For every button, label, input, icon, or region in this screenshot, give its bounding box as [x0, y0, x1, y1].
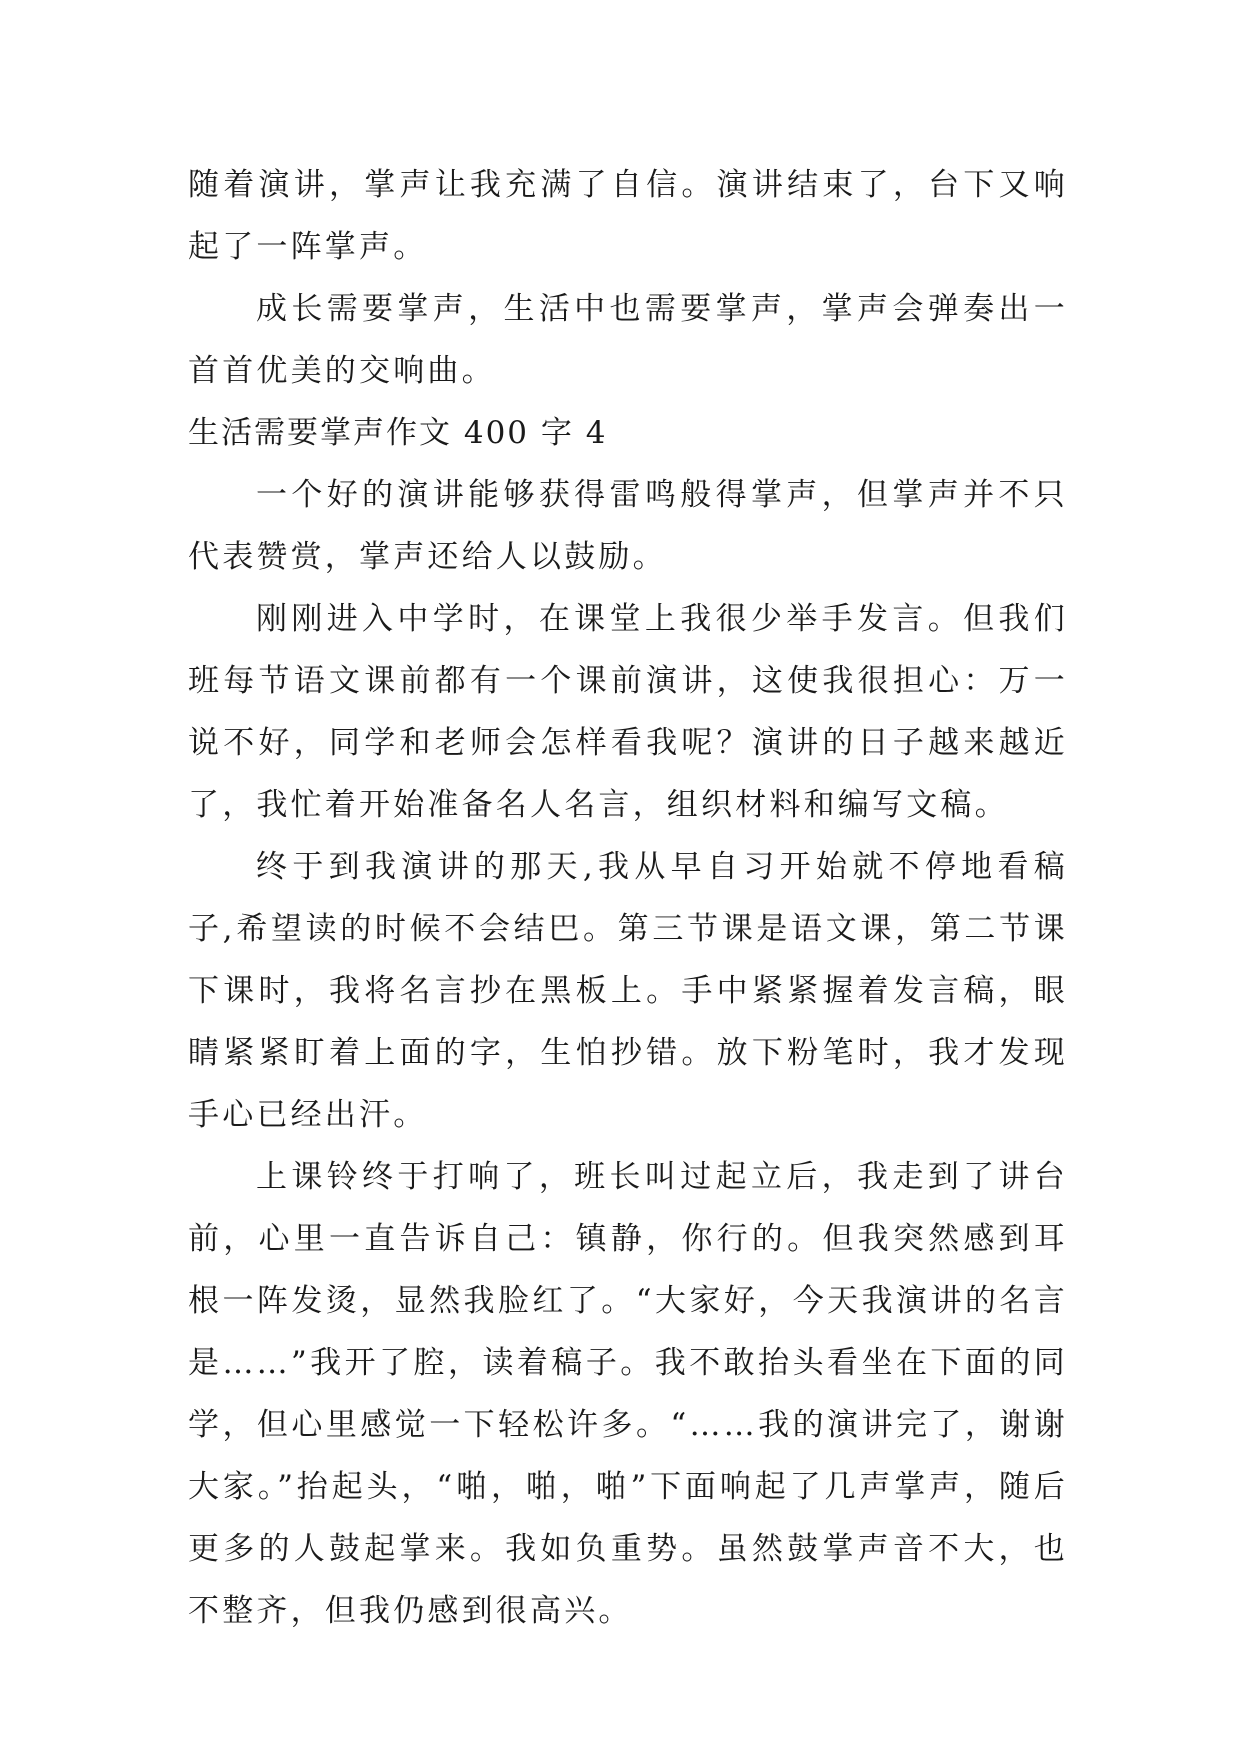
paragraph-conclusion: 成长需要掌声，生活中也需要掌声，掌声会弹奏出一首首优美的交响曲。 [188, 291, 1068, 389]
paragraph-body-3: 上课铃终于打响了，班长叫过起立后，我走到了讲台前，心里一直告诉自己：镇静，你行的。但我突然感到耳根一阵发烫，显然我脸红了。“大家好，今天我演讲的名言是……”我开了腔，读着稿子。我不敢抬头看坐在下面的同学，但心里感觉一下轻松许多。“……我的演讲完了，谢谢大家。”抬起头，“啪，啪，啪”下面响起了几声掌声，随后更多的人鼓起掌来。我如负重势。虽然鼓掌声音不大，也不整齐，但我仍感到很高兴。 [188, 1159, 1068, 1629]
paragraph-intro: 一个好的演讲能够获得雷鸣般得掌声，但掌声并不只代表赞赏，掌声还给人以鼓励。 [188, 477, 1068, 575]
paragraph-body-1: 刚刚进入中学时，在课堂上我很少举手发言。但我们班每节语文课前都有一个课前演讲，这使我很担心：万一说不好，同学和老师会怎样看我呢？演讲的日子越来越近了，我忙着开始准备名人名言，组织材料和编写文稿。 [188, 601, 1068, 823]
essay-heading: 生活需要掌声作文 400 字 4 [188, 415, 608, 451]
paragraph-continued: 随着演讲，掌声让我充满了自信。演讲结束了，台下又响起了一阵掌声。 [188, 167, 1068, 265]
paragraph-body-2: 终于到我演讲的那天,我从早自习开始就不停地看稿子,希望读的时候不会结巴。第三节课是语文课，第二节课下课时，我将名言抄在黑板上。手中紧紧握着发言稿，眼睛紧紧盯着上面的字，生怕抄错。放下粉笔时，我才发现手心已经出汗。 [188, 849, 1068, 1133]
document-page [188, 154, 1068, 1642]
